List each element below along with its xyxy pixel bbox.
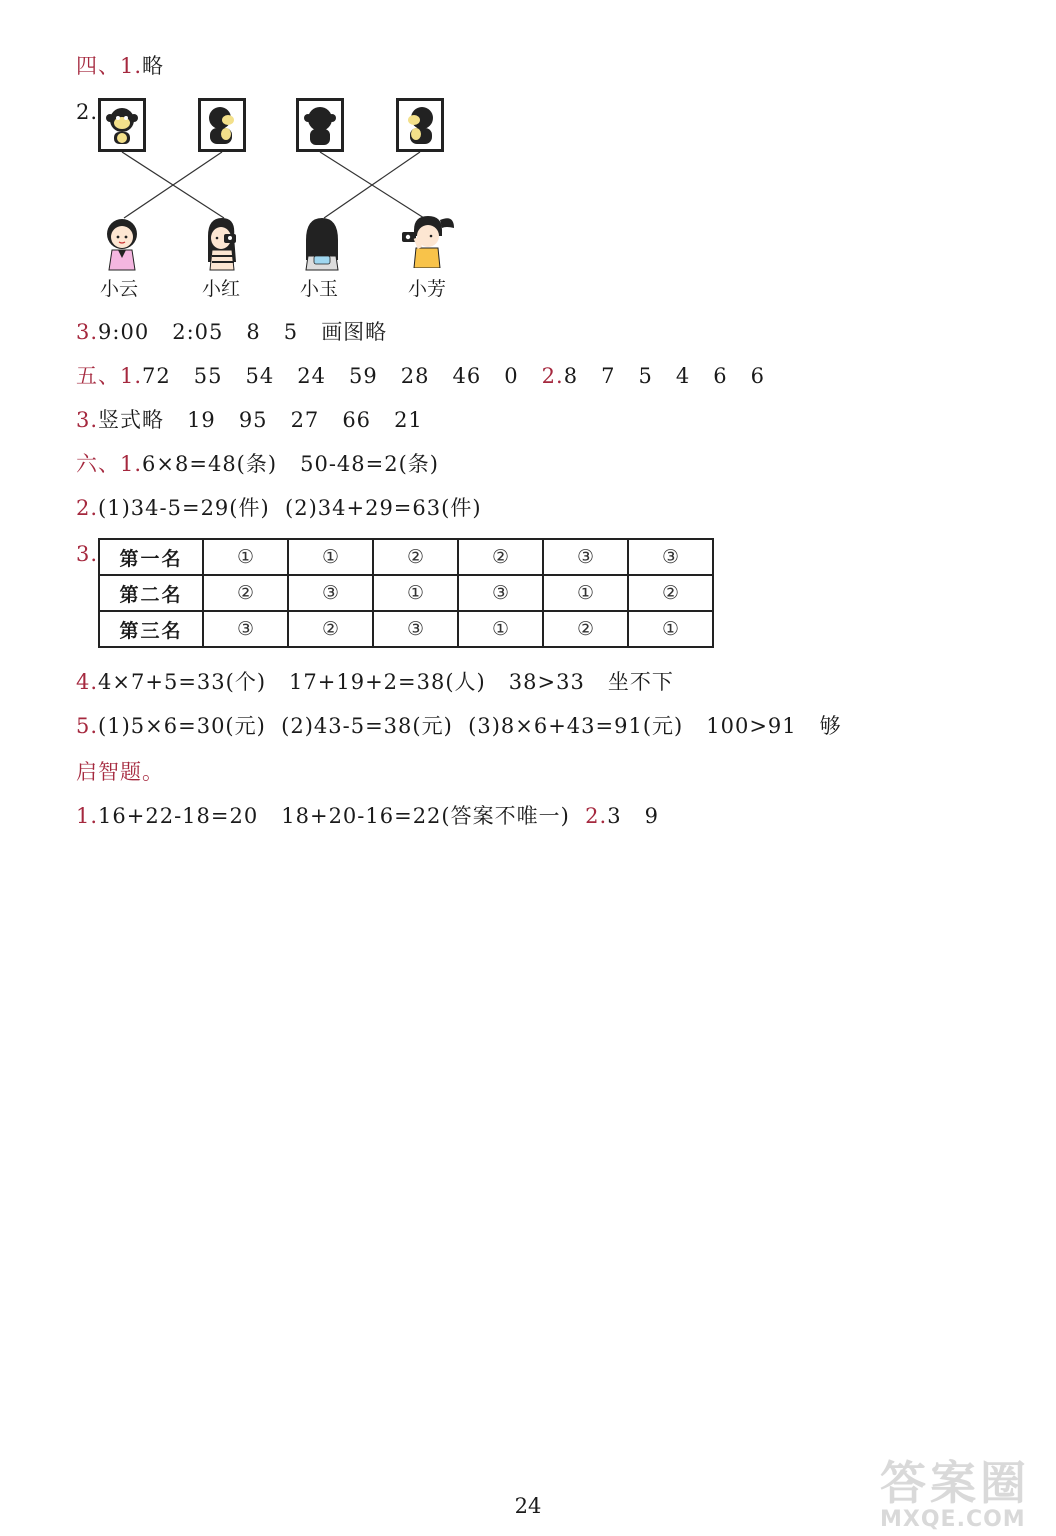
table-cell: ① xyxy=(628,611,713,647)
s4-q3-num: 3. xyxy=(76,320,99,344)
table-cell: ③ xyxy=(288,575,373,611)
watermark xyxy=(880,1458,1030,1532)
bonus-q2-num: 2. xyxy=(585,804,608,828)
table-cell: ① xyxy=(543,575,628,611)
matching-lines xyxy=(0,0,1056,300)
s6-q3-label xyxy=(76,540,98,568)
s6-q5-text: (1)5×6=30(元) (2)43-5=38(元) (3)8×6+43=91(元) 100>91 够 xyxy=(98,714,842,738)
table-row xyxy=(99,611,713,647)
monkey-photo-2 xyxy=(198,98,246,152)
s4-q3-text: 9:00 2:05 8 5 画图略 xyxy=(98,320,388,344)
table-cell: ② xyxy=(288,611,373,647)
bonus-q2-text: 3 9 xyxy=(607,804,659,828)
table-row xyxy=(99,539,713,575)
s5-q2-num: 2. xyxy=(541,364,564,388)
s5-line1 xyxy=(76,362,765,390)
watermark-url: MXQE.COM xyxy=(880,1507,1026,1532)
table-cell: ③ xyxy=(203,611,288,647)
s6-q4 xyxy=(76,668,674,696)
s4-q3 xyxy=(76,318,387,346)
bonus-title: 启智题。 xyxy=(76,760,164,784)
s6-q4-text: 4×7+5=33(个) 17+19+2=38(人) 38>33 坐不下 xyxy=(98,670,674,694)
table-cell: ③ xyxy=(458,575,543,611)
table-cell: ③ xyxy=(628,539,713,575)
name-xiaofang: 小芳 xyxy=(408,278,447,300)
girl-xiaoyu-figure xyxy=(300,216,344,272)
table-cell: ② xyxy=(373,539,458,575)
s5-q1-text: 72 55 54 24 59 28 46 0 xyxy=(142,364,542,388)
bonus-line xyxy=(76,802,659,830)
table-cell: ① xyxy=(288,539,373,575)
table-cell: ② xyxy=(203,575,288,611)
page-number: 24 xyxy=(514,1494,542,1518)
s6-heading: 六、1. xyxy=(76,452,143,476)
name-xiaoyun: 小云 xyxy=(100,278,139,300)
matching-figure xyxy=(0,0,1056,300)
bonus-q1-num: 1. xyxy=(76,804,99,828)
name-xiaoyu: 小玉 xyxy=(300,278,339,300)
s6-q3-num: 3. xyxy=(76,542,99,566)
table-cell: ① xyxy=(203,539,288,575)
s5-heading: 五、1. xyxy=(76,364,143,388)
s6-q4-num: 4. xyxy=(76,670,99,694)
s4-q2-num: 2. xyxy=(76,100,99,124)
s5-q3 xyxy=(76,406,423,434)
s6-line1 xyxy=(76,450,439,478)
s6-q2-text: (1)34-5=29(件) (2)34+29=63(件) xyxy=(98,496,482,520)
row-label: 第一名 xyxy=(99,539,203,575)
table-cell: ① xyxy=(458,611,543,647)
watermark-logo-text: 答案圈 xyxy=(880,1456,1030,1510)
s5-q3-num: 3. xyxy=(76,408,99,432)
s6-q5 xyxy=(76,712,842,740)
bonus-q1-text: 16+22-18=20 18+20-16=22(答案不唯一) xyxy=(98,804,586,828)
s6-q1-text: 6×8=48(条) 50-48=2(条) xyxy=(142,452,439,476)
monkey-photo-4 xyxy=(396,98,444,152)
table-cell: ③ xyxy=(373,611,458,647)
table-cell: ② xyxy=(628,575,713,611)
monkey-photo-3 xyxy=(296,98,344,152)
ranking-table xyxy=(98,538,714,648)
row-label: 第二名 xyxy=(99,575,203,611)
s6-q5-num: 5. xyxy=(76,714,99,738)
row-label: 第三名 xyxy=(99,611,203,647)
name-xiaohong: 小红 xyxy=(202,278,241,300)
s5-q2-text: 8 7 5 4 6 6 xyxy=(563,364,766,388)
s6-q2 xyxy=(76,494,482,522)
s4-answer: 略 xyxy=(142,54,165,78)
s6-q2-num: 2. xyxy=(76,496,99,520)
table-row xyxy=(99,575,713,611)
girl-xiaofang-figure xyxy=(400,212,456,268)
s5-q3-text: 竖式略 19 95 27 66 21 xyxy=(98,408,423,432)
table-cell: ② xyxy=(458,539,543,575)
table-cell: ② xyxy=(543,611,628,647)
table-cell: ③ xyxy=(543,539,628,575)
monkey-photo-1 xyxy=(98,98,146,152)
s4-heading: 四、1. xyxy=(76,54,143,78)
girl-xiaoyun-figure xyxy=(100,216,144,272)
table-cell: ① xyxy=(373,575,458,611)
girl-xiaohong-figure xyxy=(200,216,244,272)
